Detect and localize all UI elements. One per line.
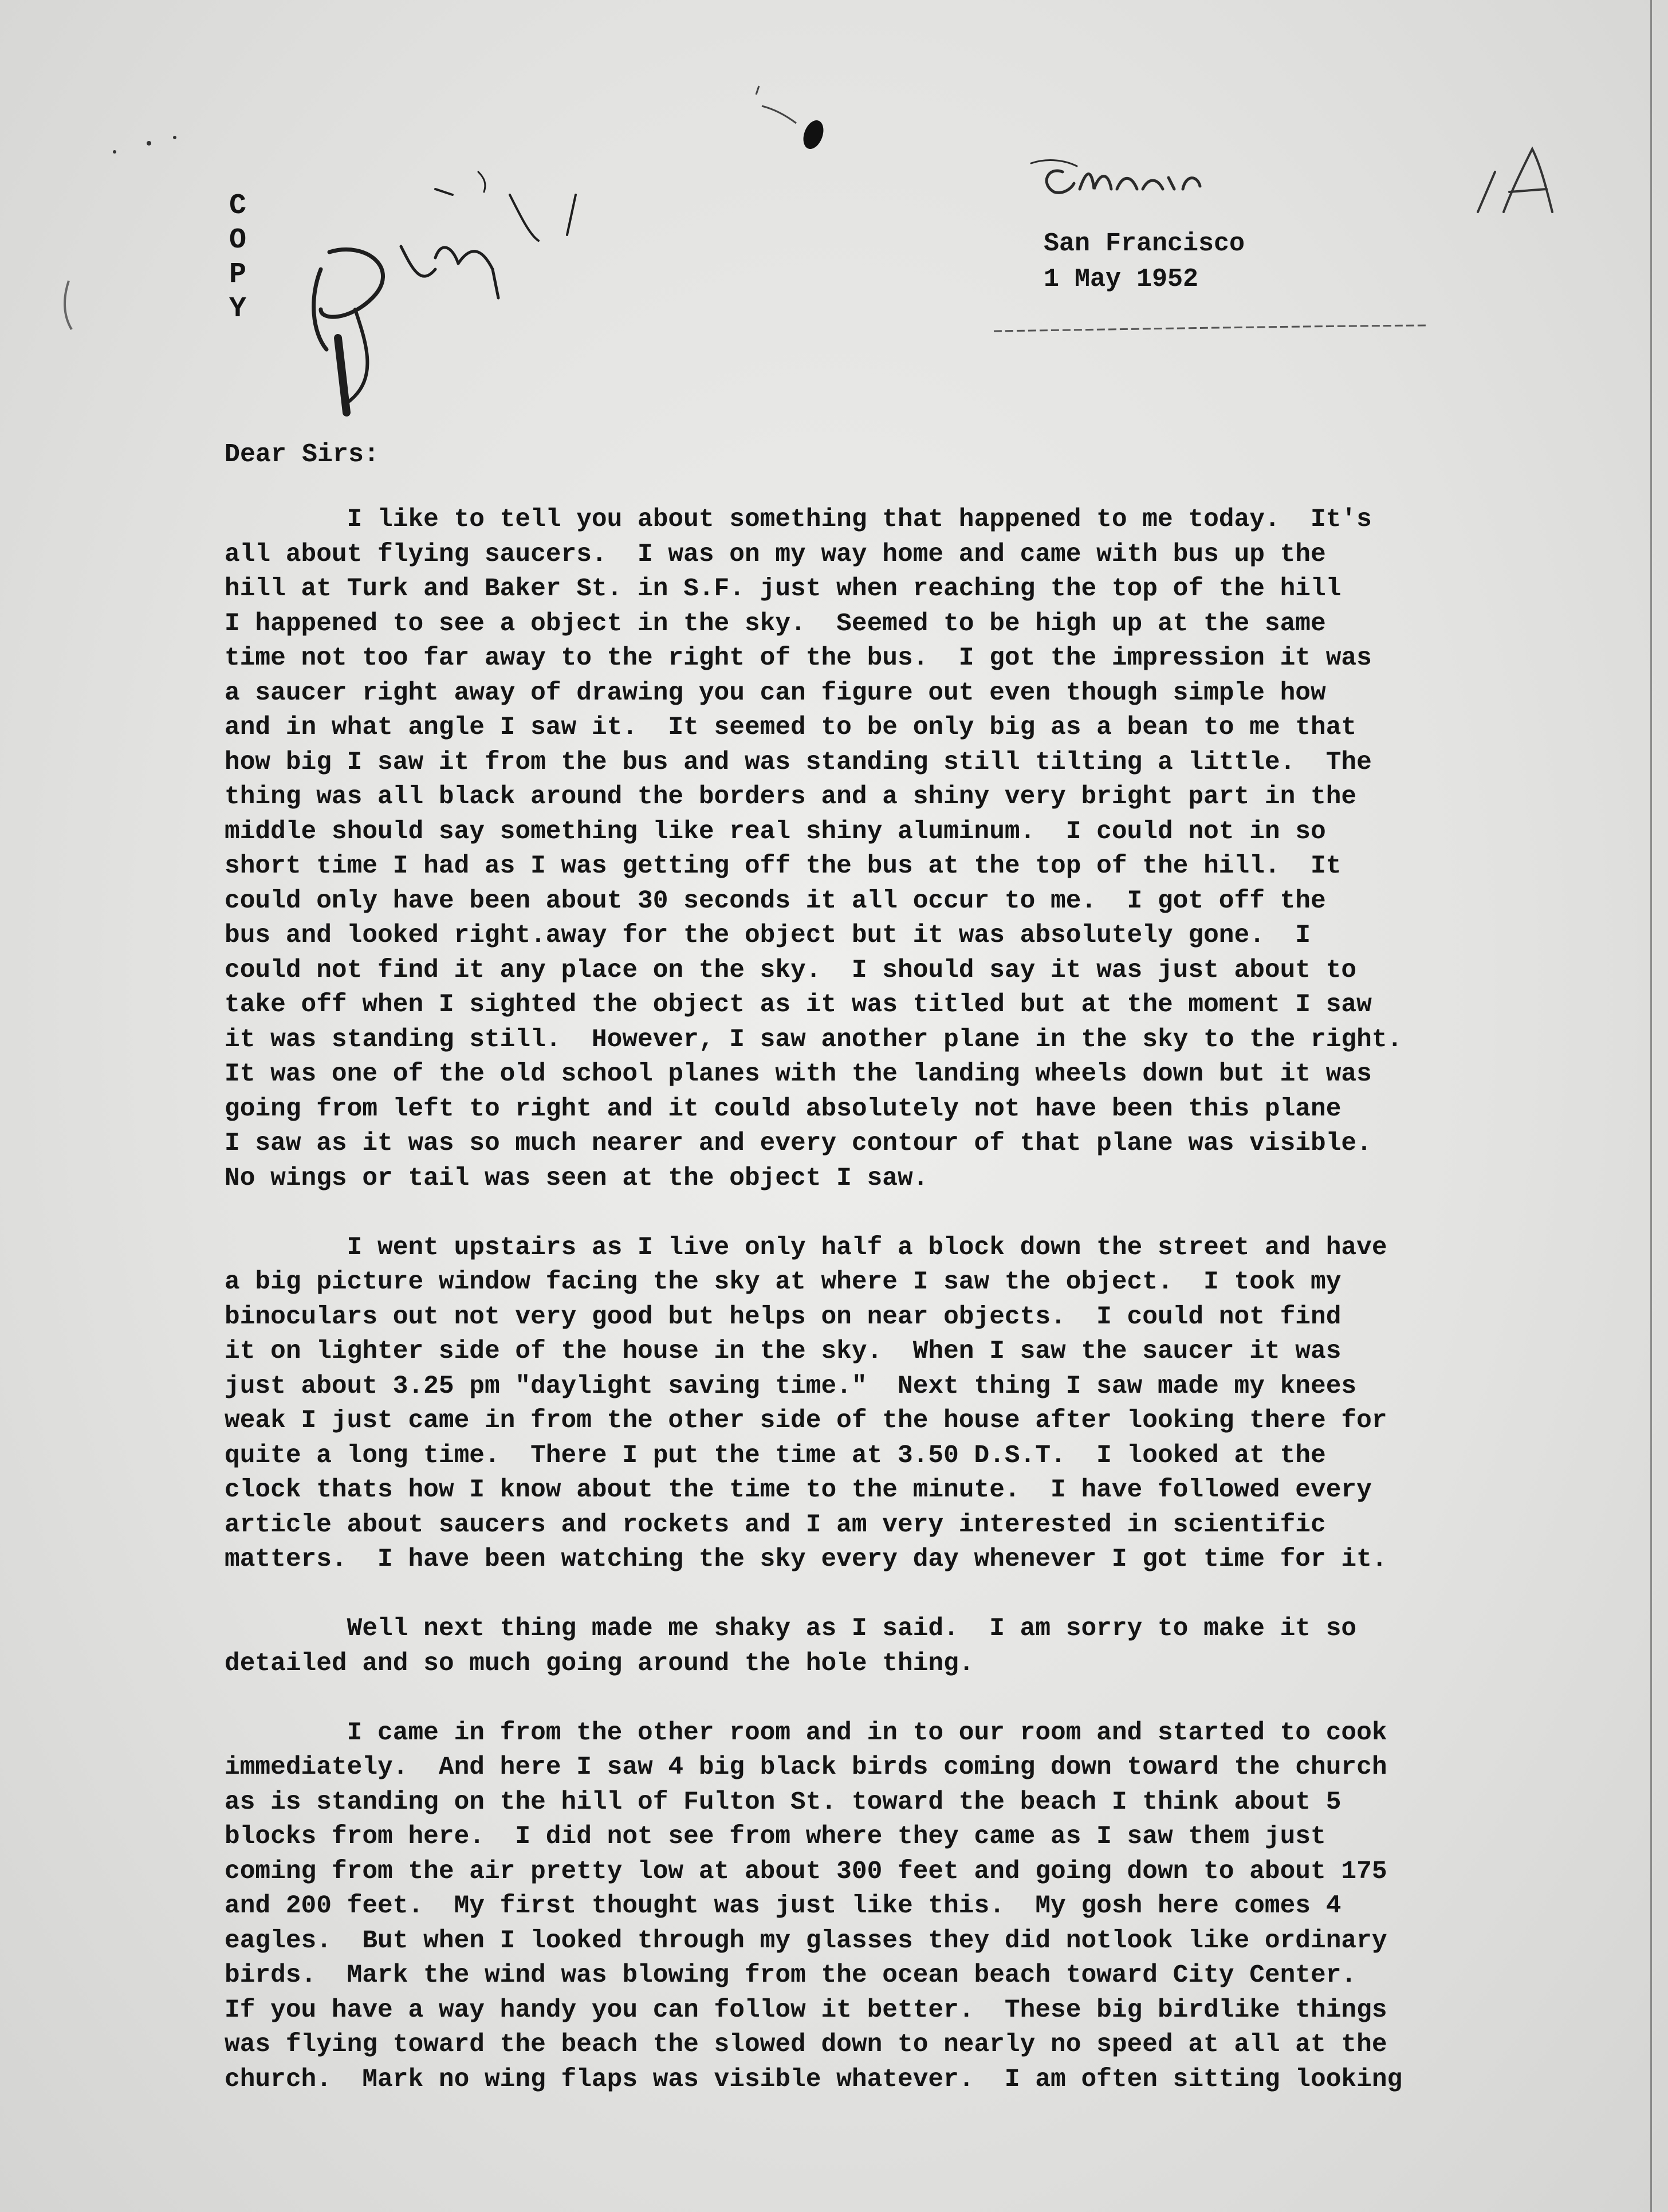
paragraph-3 [225, 1612, 1588, 1681]
place-date-block [1044, 226, 1245, 297]
text-line: as is standing on the hill of Fulton St. toward the beach I think about 5 [225, 1787, 1342, 1817]
paragraph-4 [225, 1716, 1588, 2097]
text-line: bus and looked right.away for the object but it was absolutely gone. I [225, 921, 1311, 950]
text-line: If you have a way handy you can follow it better. These big birdlike things [225, 1995, 1387, 2025]
text-line: article about saucers and rockets and I am very interested in scientific [225, 1510, 1326, 1539]
place: San Francisco [1044, 229, 1245, 258]
copy-stamp [221, 189, 255, 327]
handwritten-initials [314, 172, 576, 412]
handwritten-mark [1478, 149, 1552, 212]
text-line: quite a long time. There I put the time at 3.50 D.S.T. I looked at the [225, 1441, 1326, 1470]
text-line: it on lighter side of the house in the sky. When I saw the saucer it was [225, 1337, 1342, 1366]
text-line: coming from the air pretty low at about 300 feet and going down to about 175 [225, 1857, 1387, 1886]
text-line: I saw as it was so much nearer and every contour of that plane was visible. [225, 1129, 1372, 1158]
margin-marks [65, 136, 176, 329]
text-line: a saucer right away of drawing you can figure out even though simple how [225, 678, 1326, 708]
text-line: could only have been about 30 seconds it all occur to me. I got off the [225, 886, 1326, 916]
handwritten-note [1031, 160, 1200, 193]
text-line: church. Mark no wing flaps was visible whatever. I am often sitting looking [225, 2065, 1403, 2094]
copy-letter-o: O [229, 224, 246, 257]
text-line: I happened to see a object in the sky. Seemed to be high up at the same [225, 609, 1326, 638]
text-line: binoculars out not very good but helps on near objects. I could not find [225, 1302, 1342, 1331]
text-line: I like to tell you about something that happened to me today. It's [225, 505, 1372, 534]
copy-letter-y: Y [229, 293, 246, 325]
text-line: birds. Mark the wind was blowing from the ocean beach toward City Center. [225, 1961, 1357, 1990]
text-line: thing was all black around the borders and a shiny very bright part in the [225, 783, 1357, 811]
text-line: could not find it any place on the sky. I should say it was just about to [225, 956, 1357, 985]
text-line: going from left to right and it could absolutely not have been this plane [225, 1094, 1342, 1123]
paragraph-2 [225, 1231, 1588, 1577]
date-underline [994, 325, 1426, 331]
text-line: and 200 feet. My first thought was just like this. My gosh here comes 4 [225, 1892, 1342, 1920]
text-line: It was one of the old school planes with the landing wheels down but it was [225, 1060, 1372, 1089]
date: 1 May 1952 [1044, 265, 1199, 294]
copy-letter-p: P [229, 258, 246, 291]
text-line: how big I saw it from the bus and was standing still tilting a little. The [225, 748, 1372, 777]
paragraph-1 [225, 502, 1588, 1196]
text-line: detailed and so much going around the hole thing. [225, 1649, 974, 1678]
text-line: Well next thing made me shaky as I said. I am sorry to make it so [225, 1614, 1357, 1643]
text-line: just about 3.25 pm "daylight saving time." Next thing I saw made my knees [225, 1372, 1357, 1401]
text-line: short time I had as I was getting off the bus at the top of the hill. It [225, 852, 1342, 881]
text-line: it was standing still. However, I saw another plane in the sky to the right. [225, 1025, 1403, 1054]
text-line: blocks from here. I did not see from where they came as I saw them just [225, 1822, 1326, 1851]
text-line: weak I just came in from the other side of the house after looking there for [225, 1406, 1387, 1435]
text-line: middle should say something like real shiny aluminum. I could not in so [225, 817, 1326, 846]
salutation: Dear Sirs: [225, 440, 380, 469]
text-line: clock thats how I know about the time to the minute. I have followed every [225, 1476, 1372, 1504]
text-line: hill at Turk and Baker St. in S.F. just when reaching the top of the hill [225, 575, 1342, 603]
text-line: immediately. And here I saw 4 big black birds coming down toward the church [225, 1753, 1387, 1782]
text-line: I came in from the other room and in to our room and started to cook [225, 1718, 1387, 1747]
text-line: and in what angle I saw it. It seemed to be only big as a bean to me that [225, 713, 1357, 742]
copy-letter-c: C [229, 190, 246, 222]
text-line: time not too far away to the right of the bus. I got the impression it was [225, 644, 1372, 673]
ink-blot [756, 86, 827, 152]
text-line: matters. I have been watching the sky every day whenever I got time for it. [225, 1545, 1387, 1574]
text-line: take off when I sighted the object as it was titled but at the moment I saw [225, 991, 1372, 1019]
text-line: a big picture window facing the sky at where I saw the object. I took my [225, 1268, 1342, 1296]
text-line: all about flying saucers. I was on my way home and came with bus up the [225, 540, 1326, 569]
text-line: eagles. But when I looked through my glasses they did notlook like ordinary [225, 1926, 1387, 1955]
text-line: I went upstairs as I live only half a block down the street and have [225, 1233, 1387, 1262]
letter-body [225, 502, 1588, 2132]
text-line: No wings or tail was seen at the object I saw. [225, 1164, 929, 1193]
text-line: was flying toward the beach the slowed down to nearly no speed at all at the [225, 2030, 1387, 2059]
